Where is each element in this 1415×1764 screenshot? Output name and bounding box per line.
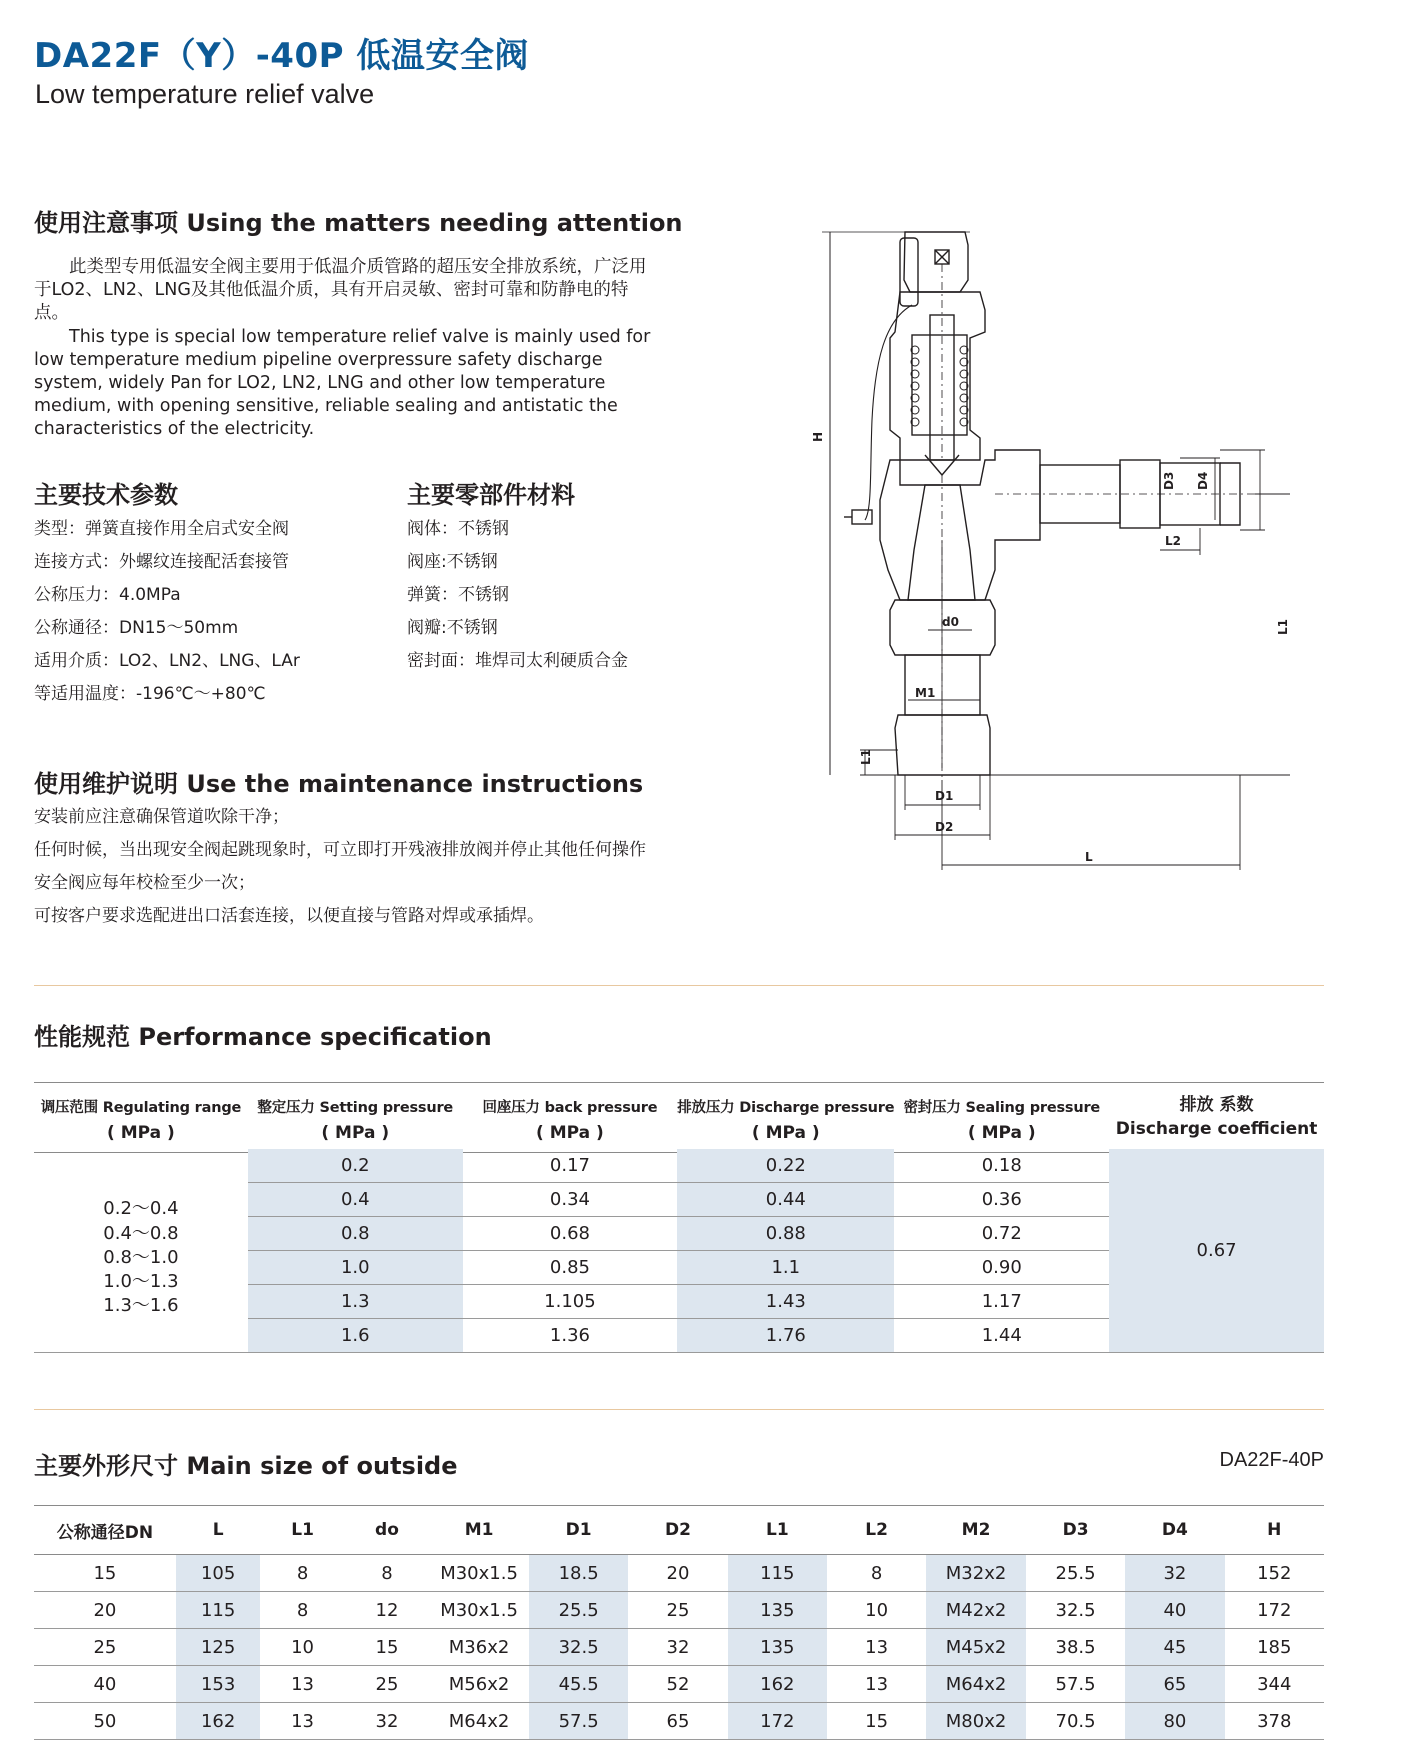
table-cell: 1.1 — [677, 1251, 894, 1285]
table-cell: 65 — [628, 1703, 727, 1740]
table-cell: 32 — [1125, 1555, 1224, 1592]
perf-unit-back: ( MPa ) — [536, 1123, 604, 1143]
maintenance-list — [34, 801, 646, 933]
table-cell: 15 — [345, 1629, 429, 1666]
table-cell: 0.44 — [677, 1183, 894, 1217]
table-row — [34, 1666, 1324, 1703]
table-cell: 0.17 — [463, 1149, 678, 1183]
dim-header: D4 — [1125, 1506, 1224, 1555]
perf-header-back: 回座压力 back pressure — [482, 1100, 658, 1116]
table-cell: 1.43 — [677, 1285, 894, 1319]
performance-top-rule — [34, 1082, 1324, 1083]
table-cell: 25.5 — [1026, 1555, 1125, 1592]
table-cell: 135 — [728, 1629, 827, 1666]
discharge-coefficient: 0.67 — [1109, 1149, 1324, 1353]
table-cell: 13 — [827, 1629, 926, 1666]
perf-header-setting: 整定压力 Setting pressure — [257, 1100, 454, 1116]
table-cell: 0.22 — [677, 1149, 894, 1183]
dim-header: do — [345, 1506, 429, 1555]
dim-header: M1 — [429, 1506, 529, 1555]
maintenance-item: 安全阀应每年校检至少一次； — [34, 873, 255, 893]
table-cell: 20 — [628, 1555, 727, 1592]
dim-label-l2: L2 — [1165, 534, 1181, 548]
table-cell: 0.4 — [248, 1183, 463, 1217]
table-cell: 57.5 — [1026, 1666, 1125, 1703]
table-cell: 0.34 — [463, 1183, 678, 1217]
maintenance-item: 可按客户要求选配进出口活套连接，以便直接与管路对焊或承插焊。 — [34, 906, 544, 926]
table-cell: 1.3 — [248, 1285, 463, 1319]
attention-cn-text: 此类型专用低温安全阀主要用于低温介质管路的超压安全排放系统，广泛用于LO2、LN2、LNG及其他低温介质，具有开启灵敏、密封可靠和防静电的特点。 — [34, 257, 647, 324]
tech-params-list — [34, 513, 300, 711]
tech-param-item: 等适用温度：-196℃～+80℃ — [34, 684, 266, 704]
table-cell: 0.36 — [894, 1183, 1109, 1217]
table-cell: 0.18 — [894, 1149, 1109, 1183]
table-cell: M32x2 — [926, 1555, 1026, 1592]
dim-label-l1-right: L1 — [1276, 619, 1290, 635]
maintenance-item: 安装前应注意确保管道吹除干净； — [34, 807, 289, 827]
table-cell: 0.72 — [894, 1217, 1109, 1251]
section-divider-2 — [34, 1409, 1324, 1410]
table-cell: 1.44 — [894, 1319, 1109, 1353]
table-cell: 8 — [827, 1555, 926, 1592]
tech-param-item: 公称通径：DN15～50mm — [34, 618, 239, 638]
table-cell: 378 — [1225, 1703, 1324, 1740]
dim-header: H — [1225, 1506, 1324, 1555]
dim-header: 公称通径DN — [34, 1506, 176, 1555]
table-cell: 57.5 — [529, 1703, 628, 1740]
table-cell: 115 — [176, 1592, 261, 1629]
table-cell: 52 — [628, 1666, 727, 1703]
perf-unit-setting: ( MPa ) — [321, 1123, 390, 1143]
table-cell: 10 — [827, 1592, 926, 1629]
dim-label-d0: d0 — [942, 615, 959, 629]
table-cell: 45 — [1125, 1629, 1224, 1666]
table-row — [34, 1629, 1324, 1666]
table-cell: 125 — [176, 1629, 261, 1666]
table-cell: 13 — [260, 1703, 344, 1740]
dim-header: D3 — [1026, 1506, 1125, 1555]
table-cell: 135 — [728, 1592, 827, 1629]
table-cell: M64x2 — [926, 1666, 1026, 1703]
materials-heading: 主要零部件材料 — [407, 481, 575, 509]
dim-header: L1 — [260, 1506, 344, 1555]
table-cell: 1.6 — [248, 1319, 463, 1353]
table-cell: 38.5 — [1026, 1629, 1125, 1666]
table-cell: 153 — [176, 1666, 261, 1703]
table-cell: 1.0 — [248, 1251, 463, 1285]
table-cell: 162 — [728, 1666, 827, 1703]
table-row — [34, 1555, 1324, 1592]
dim-header: L1 — [728, 1506, 827, 1555]
dimensions-heading: 主要外形尺寸 Main size of outside — [34, 1452, 458, 1480]
tech-param-item: 适用介质：LO2、LN2、LNG、LAr — [34, 651, 300, 671]
table-row — [34, 1149, 1324, 1183]
attention-en-text: This type is special low temperature relief valve is mainly used for low temperature medium pipeline overpressure safety discharge system, widely Pan for LO2, LN2, LNG and other low temperature medium, with opening sensitive, reliable sealing and antistatic the characteristics of the electricity. — [34, 326, 651, 440]
tech-params-heading: 主要技术参数 — [34, 481, 178, 509]
table-cell: 25 — [34, 1629, 176, 1666]
dim-header: L2 — [827, 1506, 926, 1555]
table-cell: M36x2 — [429, 1629, 529, 1666]
perf-header-coef-cn: 排放 系数 — [1179, 1095, 1254, 1115]
perf-header-discharge: 排放压力 Discharge pressure — [677, 1100, 895, 1116]
tech-param-item: 连接方式：外螺纹连接配活套接管 — [34, 552, 289, 572]
table-cell: 162 — [176, 1703, 261, 1740]
regulating-ranges — [34, 1149, 248, 1353]
attention-heading: 使用注意事项 Using the matters needing attention — [34, 209, 683, 237]
section-divider — [34, 985, 1324, 986]
table-cell: 172 — [1225, 1592, 1324, 1629]
table-cell: M30x1.5 — [429, 1592, 529, 1629]
maintenance-item: 任何时候，当出现安全阀起跳现象时，可立即打开残液排放阀并停止其他任何操作 — [34, 840, 646, 860]
dim-header: M2 — [926, 1506, 1026, 1555]
table-cell: 1.76 — [677, 1319, 894, 1353]
table-row — [34, 1703, 1324, 1740]
table-cell: 172 — [728, 1703, 827, 1740]
attention-text — [34, 256, 656, 442]
table-cell: 13 — [827, 1666, 926, 1703]
perf-unit-regulating: ( MPa ) — [107, 1123, 175, 1143]
table-cell: 40 — [1125, 1592, 1224, 1629]
page-title: DA22F（Y）-40P 低温安全阀 — [34, 36, 529, 76]
material-item: 弹簧：不锈钢 — [407, 585, 509, 605]
dim-header: D1 — [529, 1506, 628, 1555]
table-cell: 18.5 — [529, 1555, 628, 1592]
table-cell: 13 — [260, 1666, 344, 1703]
material-item: 阀瓣:不锈钢 — [407, 618, 498, 638]
dim-label-h: H — [811, 431, 825, 442]
table-cell: M42x2 — [926, 1592, 1026, 1629]
table-cell: 8 — [260, 1592, 344, 1629]
table-cell: 8 — [345, 1555, 429, 1592]
table-cell: 65 — [1125, 1666, 1224, 1703]
perf-header-coefficient — [1109, 1085, 1324, 1149]
table-cell: 0.90 — [894, 1251, 1109, 1285]
table-cell: 1.36 — [463, 1319, 678, 1353]
material-item: 阀座:不锈钢 — [407, 552, 498, 572]
table-cell: 25 — [628, 1592, 727, 1629]
perf-unit-discharge: ( MPa ) — [751, 1123, 820, 1143]
range-value: 1.3～1.6 — [103, 1295, 179, 1316]
table-cell: M80x2 — [926, 1703, 1026, 1740]
table-cell: 105 — [176, 1555, 261, 1592]
table-cell: 32 — [628, 1629, 727, 1666]
dim-label-d1: D1 — [935, 789, 954, 803]
dim-label-l: L — [1085, 850, 1093, 864]
table-cell: 45.5 — [529, 1666, 628, 1703]
dim-label-m1: M1 — [915, 686, 936, 700]
table-cell: 15 — [34, 1555, 176, 1592]
table-cell: 185 — [1225, 1629, 1324, 1666]
table-cell: M30x1.5 — [429, 1555, 529, 1592]
table-cell: 115 — [728, 1555, 827, 1592]
table-cell: 1.105 — [463, 1285, 678, 1319]
dim-label-d3: D3 — [1162, 471, 1176, 490]
table-cell: M64x2 — [429, 1703, 529, 1740]
table-cell: 12 — [345, 1592, 429, 1629]
model-code: DA22F-40P — [1219, 1449, 1324, 1471]
material-item: 阀体：不锈钢 — [407, 519, 509, 539]
table-cell: 152 — [1225, 1555, 1324, 1592]
range-value: 0.8～1.0 — [103, 1247, 179, 1268]
table-cell: 40 — [34, 1666, 176, 1703]
table-cell: 70.5 — [1026, 1703, 1125, 1740]
range-value: 0.2～0.4 — [103, 1198, 179, 1219]
table-cell: 32.5 — [529, 1629, 628, 1666]
tech-param-item: 类型：弹簧直接作用全启式安全阀 — [34, 519, 289, 539]
tech-param-item: 公称压力：4.0MPa — [34, 585, 181, 605]
dim-header: L — [176, 1506, 261, 1555]
table-cell: 80 — [1125, 1703, 1224, 1740]
dim-label-l1-left: L1 — [859, 749, 873, 765]
table-cell: 20 — [34, 1592, 176, 1629]
table-cell: 15 — [827, 1703, 926, 1740]
performance-table — [34, 1085, 1324, 1353]
table-cell: 10 — [260, 1629, 344, 1666]
perf-header-regulating: 调压范围 Regulating range — [40, 1100, 242, 1116]
dimensions-table — [34, 1506, 1324, 1740]
range-value: 1.0～1.3 — [103, 1271, 179, 1292]
table-row — [34, 1592, 1324, 1629]
range-value: 0.4～0.8 — [103, 1223, 179, 1244]
table-cell: 50 — [34, 1703, 176, 1740]
dim-label-d2: D2 — [935, 820, 954, 834]
materials-list — [407, 513, 628, 678]
performance-heading: 性能规范 Performance specification — [34, 1023, 492, 1051]
maintenance-heading: 使用维护说明 Use the maintenance instructions — [34, 770, 644, 798]
table-cell: M45x2 — [926, 1629, 1026, 1666]
page-subtitle: Low temperature relief valve — [35, 79, 375, 109]
dim-label-d4: D4 — [1196, 471, 1210, 490]
table-cell: 32.5 — [1026, 1592, 1125, 1629]
table-cell: 0.2 — [248, 1149, 463, 1183]
table-cell: 0.68 — [463, 1217, 678, 1251]
table-cell: 25.5 — [529, 1592, 628, 1629]
table-cell: 8 — [260, 1555, 344, 1592]
perf-unit-sealing: ( MPa ) — [967, 1123, 1036, 1143]
table-cell: M56x2 — [429, 1666, 529, 1703]
material-item: 密封面：堆焊司太利硬质合金 — [407, 651, 628, 671]
valve-drawing — [800, 220, 1290, 885]
table-cell: 0.85 — [463, 1251, 678, 1285]
perf-header-sealing: 密封压力 Sealing pressure — [903, 1100, 1101, 1116]
table-cell: 32 — [345, 1703, 429, 1740]
table-cell: 0.88 — [677, 1217, 894, 1251]
table-cell: 25 — [345, 1666, 429, 1703]
table-cell: 344 — [1225, 1666, 1324, 1703]
perf-header-coef-en: Discharge coefficient — [1115, 1119, 1318, 1139]
table-cell: 0.8 — [248, 1217, 463, 1251]
dim-header: D2 — [628, 1506, 727, 1555]
table-cell: 1.17 — [894, 1285, 1109, 1319]
